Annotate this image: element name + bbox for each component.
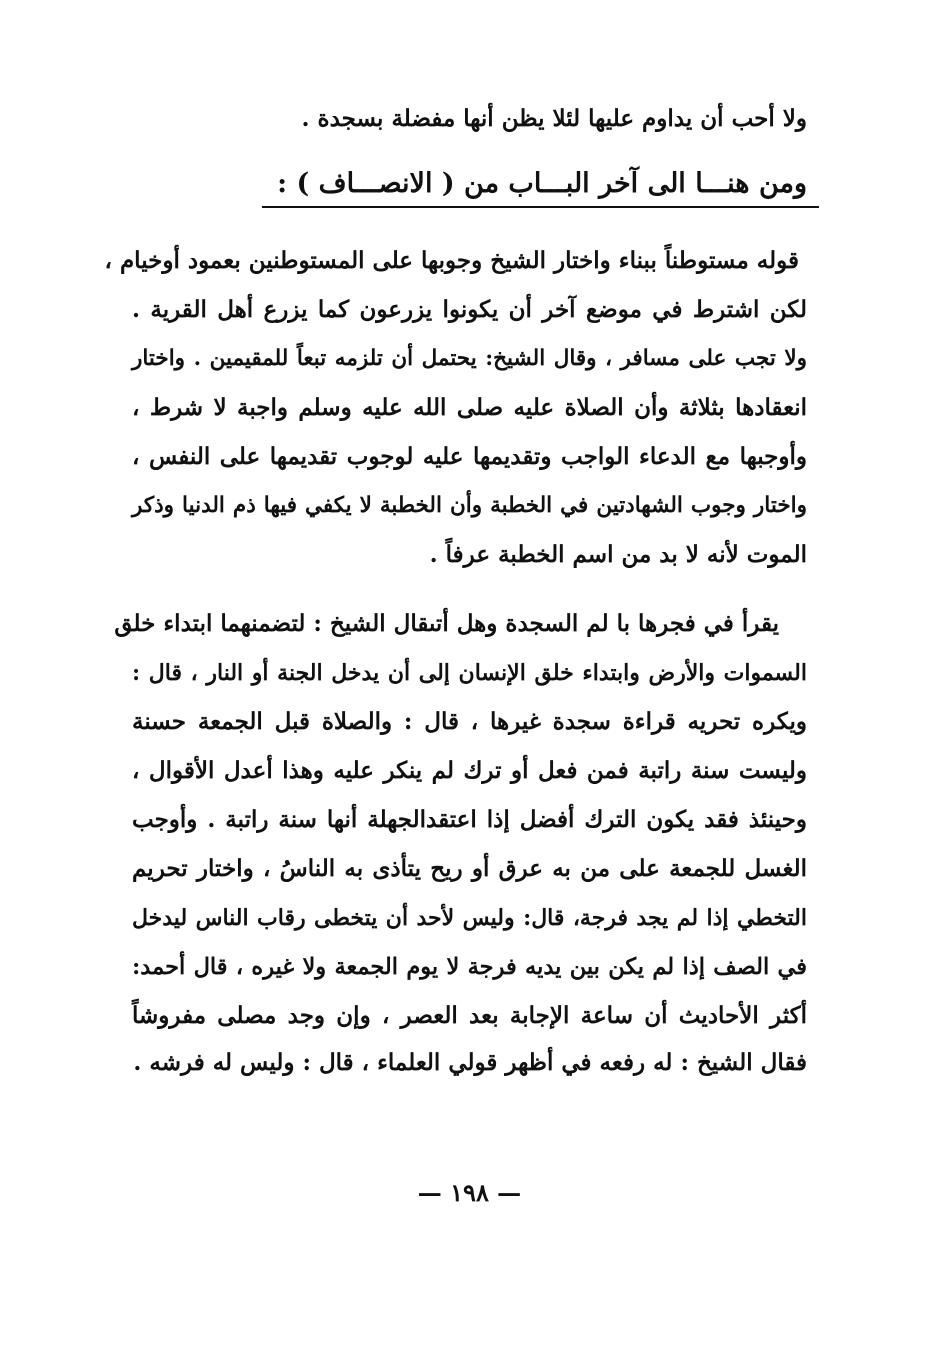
paragraph-2-line-9: أكثر الأحاديث أن ساعة الإجابة بعد العصر ، وإن وجد مصلى مفروشاً — [132, 1002, 807, 1029]
paragraph-1-line-1: قوله مستوطناً ببناء واختار الشيخ وجوبها على المستوطنين بعمود أوخيام ، — [104, 247, 799, 274]
paragraph-2-line-4: وليست سنة راتبة فمن فعل أو ترك لم ينكر عليه وهذا أعدل الأقوال ، — [132, 757, 807, 784]
paragraph-2-line-7: التخطي إذا لم يجد فرجة، قال: وليس لأحد أن يتخطى رقاب الناس ليدخل — [132, 905, 807, 931]
paragraph-2-line-6: الغسل للجمعة على من به عرق أو ريح يتأذى به الناسُ ، واختار تحريم — [132, 855, 807, 882]
paragraph-1-line-4: انعقادها بثلاثة وأن الصلاة عليه صلى الله عليه وسلم واجبة لا شرط ، — [132, 394, 807, 421]
paragraph-2-line-3: ويكره تحريه قراءة سجدة غيرها ، قال : والصلاة قبل الجمعة حسنة — [132, 708, 807, 735]
paragraph-2-line-10: فقال الشيخ : له رفعه في أظهر قولي العلماء ، قال : وليس له فرشه . — [133, 1049, 807, 1076]
paragraph-1-line-5: وأوجبها مع الدعاء الواجب وتقديمها عليه لوجوب تقديمها على النفس ، — [132, 443, 807, 470]
intro-line: ولا أحب أن يداوم عليها لئلا يظن أنها مفضلة بسجدة . — [301, 105, 807, 132]
paragraph-1-line-2: لكن اشترط في موضع آخر أن يكونوا يزرعون كما يزرع أهل القرية . — [132, 296, 807, 323]
section-heading: ومن هنـــا الى آخر البـــاب من ( الانصـــاف ) : — [277, 168, 807, 199]
paragraph-1-line-3: ولا تجب على مسافر ، وقال الشيخ: يحتمل أن تلزمه تبعاً للمقيمين . واختار — [132, 346, 807, 371]
page-number: — ١٩٨ — — [417, 1178, 522, 1207]
heading-underline — [262, 206, 819, 208]
paragraph-2-line-1: يقرأ في فجرها با لم السجدة وهل أتىقال الشيخ : لتضمنهما ابتداء خلق — [114, 610, 779, 637]
paragraph-1-line-7: الموت لأنه لا بد من اسم الخطبة عرفاً . — [429, 541, 807, 568]
paragraph-2-line-8: في الصف إذا لم يكن بين يديه فرجة لا يوم الجمعة ولا غيره ، قال أحمد: — [132, 954, 807, 980]
paragraph-2-line-5: وحينئذ فقد يكون الترك أفضل إذا اعتقدالجهلة أنها سنة راتبة . وأوجب — [132, 806, 807, 833]
paragraph-1-line-6: واختار وجوب الشهادتين في الخطبة وأن الخطبة لا يكفي فيها ذم الدنيا وذكر — [132, 493, 807, 518]
paragraph-2-line-2: السموات والأرض وابتداء خلق الإنسان إلى أن يدخل الجنة أو النار ، قال : — [132, 660, 807, 686]
